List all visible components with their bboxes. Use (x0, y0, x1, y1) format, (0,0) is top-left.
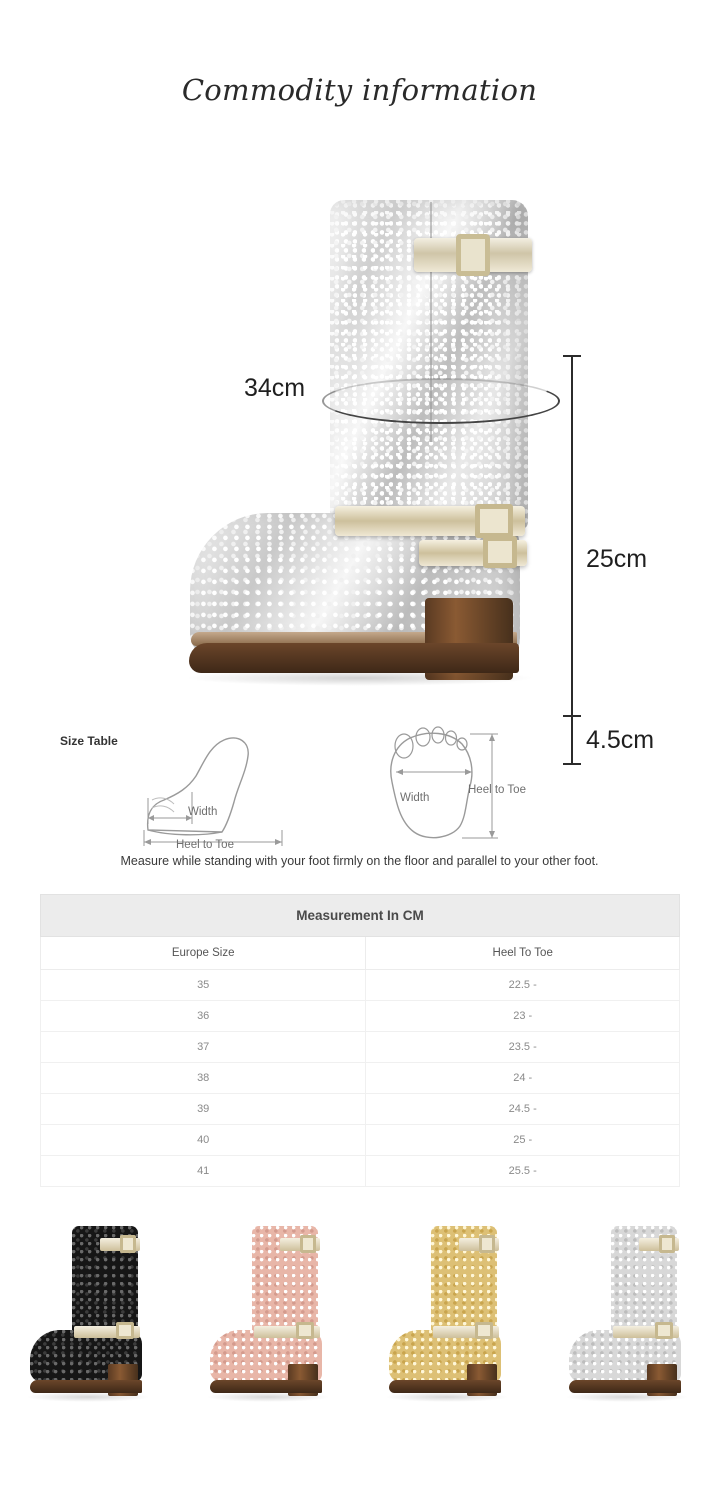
measurement-instruction-note: Measure while standing with your foot firmly on the floor and parallel to your other foot. (120, 854, 599, 868)
foot-side-heel-to-toe-label: Heel to Toe (176, 839, 234, 851)
cell-europe-size: 40 (41, 1125, 366, 1156)
cell-heel-to-toe: 25.5 - (366, 1156, 680, 1187)
mini-boot-ankle-buckle-icon (655, 1322, 673, 1339)
variant-silver-sequin-boot[interactable] (539, 1200, 719, 1430)
mini-boot-collar-buckle-icon (659, 1235, 675, 1253)
mini-boot-shadow (26, 1392, 150, 1402)
boot-sole (189, 643, 519, 673)
page-header (0, 60, 719, 120)
cell-europe-size: 39 (41, 1094, 366, 1125)
table-row (41, 1063, 680, 1094)
mini-boot-illustration (563, 1218, 695, 1414)
cell-heel-to-toe: 25 - (366, 1125, 680, 1156)
cell-heel-to-toe: 23.5 - (366, 1032, 680, 1063)
mini-boot-shadow (565, 1392, 689, 1402)
mini-boot-illustration (24, 1218, 156, 1414)
foot-top-heel-to-toe-label: Heel to Toe (468, 784, 526, 796)
table-caption-row (41, 895, 680, 937)
shaft-circumference-label: 34cm (244, 374, 306, 402)
cell-heel-to-toe: 24.5 - (366, 1094, 680, 1125)
table-row (41, 1125, 680, 1156)
table-caption: Measurement In CM (41, 895, 680, 937)
cell-europe-size: 35 (41, 970, 366, 1001)
table-header-row (41, 937, 680, 970)
size-guide-section (0, 720, 719, 880)
variant-gold-sequin-boot[interactable] (360, 1200, 540, 1430)
mini-boot-ankle-buckle-icon (296, 1322, 314, 1339)
page-title: Commodity information (168, 73, 551, 107)
cell-heel-to-toe: 23 - (366, 1001, 680, 1032)
variant-black-sequin-boot[interactable] (0, 1200, 180, 1430)
heel-height-label: 4.5cm (586, 726, 655, 754)
height-measurement-axis (571, 355, 573, 765)
cell-europe-size: 41 (41, 1156, 366, 1187)
color-variant-strip (0, 1200, 719, 1430)
height-tick-middle (563, 715, 581, 717)
mini-boot-collar-buckle-icon (300, 1235, 316, 1253)
boot-collar-buckle-icon (456, 234, 490, 276)
table-row (41, 1001, 680, 1032)
cell-europe-size: 36 (41, 1001, 366, 1032)
cell-heel-to-toe: 22.5 - (366, 970, 680, 1001)
cell-europe-size: 38 (41, 1063, 366, 1094)
shaft-height-label: 25cm (586, 545, 648, 573)
boot-ankle-buckle-secondary-icon (483, 536, 517, 568)
size-table-heading: Size Table (60, 734, 118, 748)
measurement-table (40, 894, 680, 1187)
mini-boot-shadow (385, 1392, 509, 1402)
table-row (41, 1156, 680, 1187)
cell-heel-to-toe: 24 - (366, 1063, 680, 1094)
height-tick-top (563, 355, 581, 357)
shaft-circumference-guide (322, 378, 560, 424)
column-header-europe-size: Europe Size (41, 937, 366, 970)
boot-ankle-buckle-icon (475, 504, 513, 538)
mini-boot-ankle-buckle-icon (475, 1322, 493, 1339)
cell-europe-size: 37 (41, 1032, 366, 1063)
boot-floor-shadow (185, 670, 535, 686)
boot-illustration (175, 188, 565, 678)
table-row (41, 1094, 680, 1125)
foot-side-width-label: Width (188, 806, 218, 818)
mini-boot-illustration (204, 1218, 336, 1414)
mini-boot-collar-buckle-icon (479, 1235, 495, 1253)
foot-side-view-diagram (130, 730, 320, 850)
table-row (41, 970, 680, 1001)
mini-boot-ankle-buckle-icon (116, 1322, 134, 1339)
table-row (41, 1032, 680, 1063)
foot-top-width-label: Width (400, 792, 430, 804)
mini-boot-illustration (383, 1218, 515, 1414)
mini-boot-collar-buckle-icon (120, 1235, 136, 1253)
column-header-heel-to-toe: Heel To Toe (366, 937, 680, 970)
variant-rose-gold-sequin-boot[interactable] (180, 1200, 360, 1430)
mini-boot-shadow (206, 1392, 330, 1402)
